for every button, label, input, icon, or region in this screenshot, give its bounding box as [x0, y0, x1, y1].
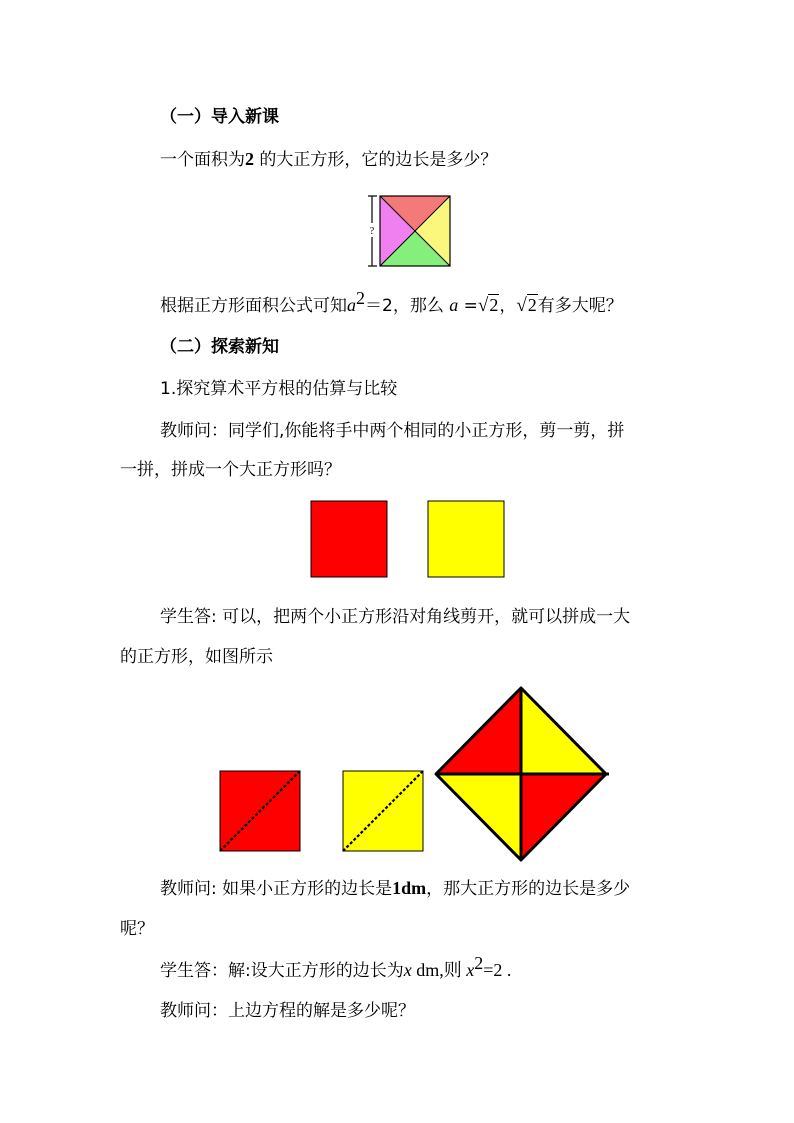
teacher-question-2-line-2: 呢？: [120, 919, 154, 939]
radical-icon: √: [516, 295, 527, 316]
student-answer-1-line-2: 的正方形，如图所示: [120, 647, 273, 667]
student-answer-1-line-1: 学生答: 可以，把两个小正方形沿对角线剪开，就可以拼成一大: [160, 607, 631, 627]
formula-eq2: =: [458, 296, 478, 316]
question-mark-label: ?: [369, 226, 375, 237]
var-x: x: [403, 960, 412, 980]
teacher-question-2-number: 1dm: [392, 878, 427, 898]
section-heading-1: （一）导入新课: [160, 107, 279, 127]
radicand: 2: [489, 295, 499, 315]
teacher-question-3: 教师问：上边方程的解是多少呢？: [160, 1001, 415, 1021]
exponent-x: 2: [474, 953, 484, 973]
exponent: 2: [356, 288, 365, 308]
yellow-square: [428, 501, 504, 577]
question-1: [160, 148, 497, 171]
teacher-question-1-line-2: 一拼，拼成一个大正方形吗？: [120, 460, 341, 480]
two-squares-figure: [310, 500, 510, 580]
var-a: a: [347, 295, 356, 315]
var-a-2: a: [449, 295, 459, 315]
radical-icon: √: [477, 295, 489, 316]
formula-eq: ＝2，那么: [365, 296, 450, 316]
equation-rhs: =2 .: [483, 960, 512, 980]
radicand: 2: [527, 295, 537, 315]
student-answer-2: [160, 953, 512, 982]
teacher-question-2-text-a: 教师问: 如果小正方形的边长是: [160, 879, 393, 899]
unit-text: dm,则: [411, 960, 467, 980]
red-square: [311, 501, 387, 577]
cut-squares-figure: [215, 685, 615, 865]
teacher-question-1-line-1: 教师问：同学们,你能将手中两个相同的小正方形，剪一剪，拼: [160, 421, 625, 441]
question-1-text-b: 的大正方形，它的边长是多少？: [254, 150, 498, 170]
sqrt-2-b: [516, 295, 537, 315]
student-answer-2-text: 学生答：解:设大正方形的边长为: [160, 961, 404, 981]
question-1-text-a: 一个面积为: [160, 150, 245, 170]
teacher-question-2-line-1: [160, 877, 630, 900]
formula-text-a: 根据正方形面积公式可知: [160, 296, 347, 316]
question-1-number: 2: [245, 149, 254, 169]
section-heading-2: （二）探索新知: [160, 337, 279, 357]
formula-comma: ，: [499, 296, 517, 316]
colored-square-figure: [368, 193, 458, 273]
sqrt-2-a: [478, 295, 499, 315]
var-x-2: x: [466, 960, 475, 980]
formula-text-b: 有多大呢？: [537, 296, 623, 316]
teacher-question-2-text-b: ，那大正方形的边长是多少: [426, 879, 631, 899]
subsection-heading: 1.探究算术平方根的估算与比较: [160, 379, 398, 399]
formula-line: [160, 288, 623, 317]
